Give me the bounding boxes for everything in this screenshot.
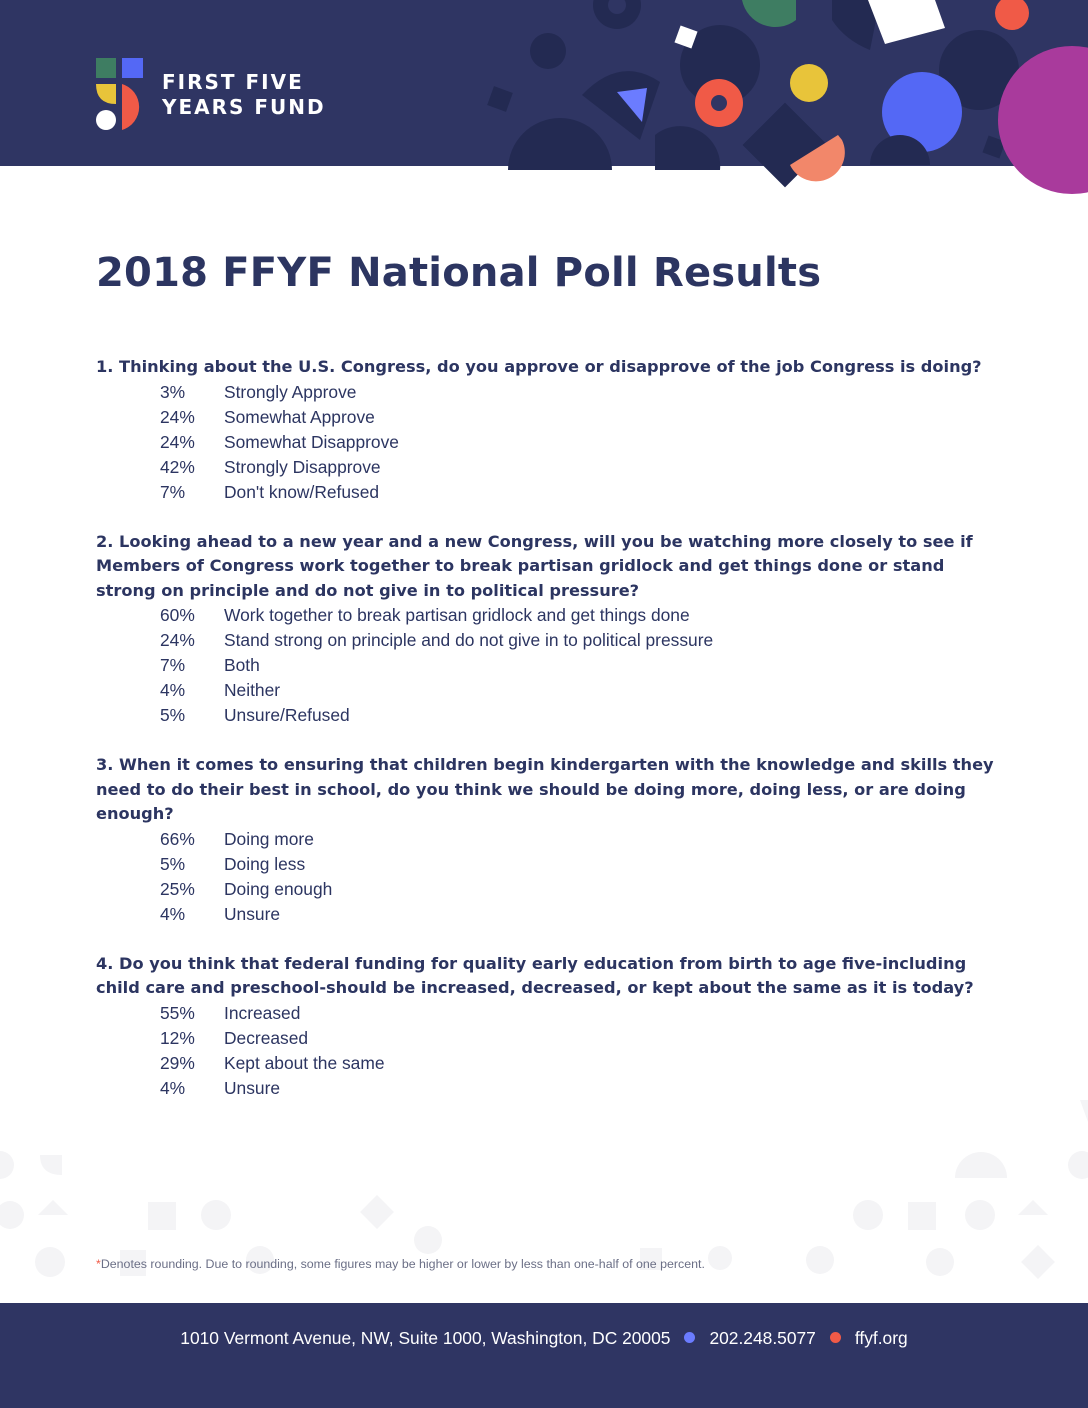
answer-percent: 24% — [160, 431, 195, 452]
answer-percent: 42% — [160, 456, 195, 477]
answer-row — [96, 1076, 996, 1101]
answer-row — [96, 852, 996, 877]
answer-label: Strongly Disapprove — [224, 456, 381, 477]
decor-shape — [582, 71, 660, 140]
footnote-text: Denotes rounding. Due to rounding, some figures may be higher or lower by less than one-half of one percent. — [100, 1257, 705, 1271]
answer-label: Stand strong on principle and do not give in to political pressure — [224, 630, 714, 650]
answer-label: Strongly Approve — [224, 381, 357, 402]
answer-percent: 7% — [160, 481, 186, 502]
footer-address: 1010 Vermont Avenue, NW, Suite 1000, Washington, DC 20005 — [180, 1328, 671, 1348]
logo-line-2: YEARS FUND — [162, 95, 326, 119]
header-banner — [0, 0, 1088, 166]
answer-label: Both — [224, 655, 260, 675]
answer-percent: 29% — [160, 1052, 195, 1073]
answer-percent: 5% — [160, 853, 186, 874]
question-text: 4. Do you think that federal funding for quality early education from birth to age five-including child care and preschool-should be increased, decreased, or kept about the same as it is today? — [96, 953, 974, 997]
answer-percent: 4% — [160, 1077, 186, 1098]
answer-row — [96, 902, 996, 927]
bullet-dot-icon — [830, 1332, 841, 1343]
answer-percent: 4% — [160, 680, 186, 700]
answer-label: Doing less — [224, 853, 306, 874]
question-1 — [96, 355, 996, 505]
answer-percent: 7% — [160, 655, 186, 675]
answer-row — [96, 827, 996, 852]
decor-shape — [790, 64, 828, 102]
logo-line-1: FIRST FIVE — [162, 70, 304, 94]
answer-label: Unsure — [224, 903, 281, 924]
answer-percent: 4% — [160, 903, 186, 924]
footnote-asterisk: * — [96, 1257, 101, 1271]
answer-row — [96, 603, 996, 628]
answer-row — [96, 877, 996, 902]
question-2 — [96, 530, 996, 729]
footer-phone: 202.248.5077 — [709, 1328, 816, 1348]
answer-row — [96, 628, 996, 653]
answer-label: Increased — [224, 1002, 301, 1023]
decor-shape — [868, 0, 945, 44]
decor-shape — [995, 0, 1029, 30]
logo-mark-icon — [96, 58, 146, 132]
answer-label: Unsure/Refused — [224, 705, 350, 725]
footer-contact — [0, 1327, 1088, 1349]
answer-percent: 25% — [160, 878, 195, 899]
answer-label: Unsure — [224, 1077, 281, 1098]
answer-percent: 60% — [160, 605, 195, 625]
question-3 — [96, 753, 996, 927]
footer-website-link[interactable]: ffyf.org — [854, 1328, 908, 1348]
answer-percent: 55% — [160, 1002, 195, 1023]
question-text: 2. Looking ahead to a new year and a new Congress, will you be watching more closely to see if Members of Congress work together to break partisan gridlock and get things done or stand strong on principle and do not give in to political pressure? — [96, 531, 973, 600]
decor-shape — [530, 33, 566, 69]
answer-percent: 5% — [160, 705, 186, 725]
answer-label: Don't know/Refused — [224, 481, 380, 502]
poll-questions — [96, 355, 996, 1126]
answer-percent: 24% — [160, 406, 195, 427]
decor-shape — [742, 0, 796, 27]
logo-wordmark — [162, 70, 326, 120]
answer-row — [96, 455, 996, 480]
answer-percent: 3% — [160, 381, 186, 402]
answer-row — [96, 405, 996, 430]
answer-row — [96, 1026, 996, 1051]
answer-label: Work together to break partisan gridlock and get things done — [224, 605, 690, 625]
answer-label: Somewhat Disapprove — [224, 431, 399, 452]
question-text: 1. Thinking about the U.S. Congress, do you approve or disapprove of the job Congress is doing? — [96, 357, 982, 376]
decor-shape — [711, 95, 727, 111]
background-shape-pattern — [0, 1100, 1088, 1305]
answer-percent: 12% — [160, 1027, 195, 1048]
decor-shape — [508, 118, 612, 170]
answer-label: Neither — [224, 680, 281, 700]
answer-label: Doing more — [224, 828, 314, 849]
answer-row — [96, 653, 996, 678]
question-text: 3. When it comes to ensuring that children begin kindergarten with the knowledge and skills they need to do their best in school, do you think we should be doing more, doing less, or are doing enough? — [96, 755, 994, 823]
answer-label: Somewhat Approve — [224, 406, 375, 427]
answer-row — [96, 430, 996, 455]
bullet-dot-icon — [684, 1332, 695, 1343]
answer-percent: 24% — [160, 630, 195, 650]
decor-shape — [655, 126, 720, 170]
answer-row — [96, 380, 996, 405]
answer-row — [96, 703, 996, 728]
answer-label: Decreased — [224, 1027, 309, 1048]
decor-shape — [487, 86, 513, 112]
logo — [96, 58, 336, 132]
answer-row — [96, 1001, 996, 1026]
answer-row — [96, 1051, 996, 1076]
footnote — [96, 1257, 705, 1271]
answer-percent: 66% — [160, 828, 195, 849]
answer-label: Doing enough — [224, 878, 333, 899]
question-4 — [96, 952, 996, 1101]
answer-row — [96, 678, 996, 703]
page-title: 2018 FFYF National Poll Results — [96, 250, 822, 296]
footer-bar — [0, 1303, 1088, 1408]
answer-label: Kept about the same — [224, 1052, 385, 1073]
answer-row — [96, 480, 996, 505]
